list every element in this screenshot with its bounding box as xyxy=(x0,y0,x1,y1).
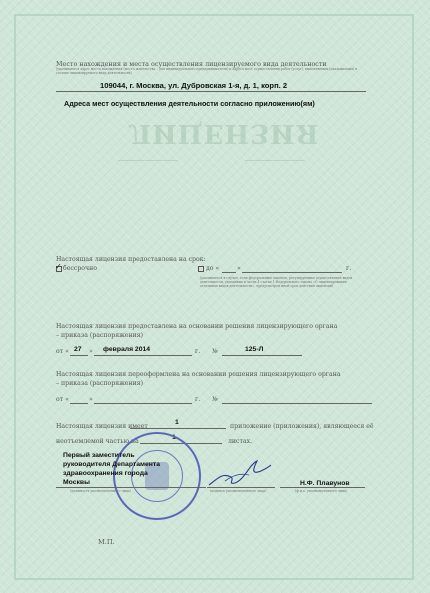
basis-day-line xyxy=(70,355,88,356)
signatory-line-4: Москвы xyxy=(63,479,90,486)
basis-label-1: Настоящая лицензия предоставлена на основании решения лицензирующего органа xyxy=(56,323,338,330)
appendix-count-line xyxy=(130,428,226,429)
basis-day: 27 xyxy=(74,346,82,353)
address-heading-note: (указываются адрес места нахождения (место жительства – для индивидуального предпринимателя) и адреса мест осуществления работ (услуг), выполняемых (оказываемых) в составе лицензируемого вида деятельности) xyxy=(56,67,358,75)
term-date-line xyxy=(242,272,342,273)
basis-year-suffix: г. xyxy=(195,348,201,355)
basis-from: от « xyxy=(56,348,69,355)
appendix-count: 1 xyxy=(175,419,179,426)
watermark-title: ЛИЦЕНЗИЯ xyxy=(128,118,320,148)
address-value: 109044, г. Москва, ул. Дубровская 1-я, д. 1, корп. 2 xyxy=(100,81,288,90)
signature-note: (подпись уполномоченного лица) xyxy=(210,489,267,493)
basis-number-line xyxy=(222,355,302,356)
term-day-line xyxy=(222,272,236,273)
reissue-label-1: Настоящая лицензия переоформлена на основании решения лицензирующего органа xyxy=(56,371,341,378)
position-line xyxy=(56,487,206,488)
reissue-number-label: № xyxy=(212,396,218,403)
reissue-from: от « xyxy=(56,396,69,403)
address-heading: Место нахождения и места осуществления лицензируемого вида деятельности xyxy=(56,60,327,68)
name-line xyxy=(280,487,365,488)
watermark-line-2 xyxy=(245,160,305,161)
appendix-is-integral: приложение (приложения), являющееся её xyxy=(230,423,374,430)
name-note: (ф.и.о. уполномоченного лица) xyxy=(295,489,348,493)
address-appendix: Адреса мест осуществления деятельности согласно приложению(ям) xyxy=(64,99,315,108)
term-label: Настоящая лицензия предоставлена на срок: xyxy=(56,256,206,263)
signatory-line-1: Первый заместитель xyxy=(63,452,135,459)
reissue-year-suffix: г. xyxy=(195,396,201,403)
signatory-line-2: руководителя Департамента xyxy=(63,461,161,468)
unlimited-checkmark: ✓ xyxy=(55,262,62,271)
signatory-line-3: здравоохранения города xyxy=(63,470,148,477)
basis-label-2: – приказа (распоряжения) xyxy=(56,332,144,339)
basis-month-year: февраля 2014 xyxy=(103,346,151,353)
term-until: до « xyxy=(206,265,220,272)
reissue-day-line xyxy=(70,403,88,404)
basis-date-line xyxy=(94,355,192,356)
term-note: (указывается в случае, если федеральным законом, регулирующим осуществление видов деятельности, указанных в части 4 статьи 1 Федерального закона «О лицензировании отдельных видов деятельности», предусмотрен иной срок действия лицензии) xyxy=(200,276,353,288)
appendix-sheets: 1 xyxy=(172,434,176,441)
basis-number-label: № xyxy=(212,348,218,355)
signatory-name: Н.Ф. Плавунов xyxy=(300,480,350,487)
term-year-suffix: г. xyxy=(346,265,352,272)
position-note: (должность уполномоченного лица) xyxy=(70,489,131,493)
basis-close: » xyxy=(89,348,93,355)
until-checkbox xyxy=(198,266,204,272)
address-underline xyxy=(56,91,366,92)
reissue-label-2: – приказа (распоряжения) xyxy=(56,380,144,387)
reissue-close: » xyxy=(89,396,93,403)
handwritten-signature xyxy=(205,455,275,491)
watermark-line-1 xyxy=(118,160,178,161)
term-unlimited: бессрочно xyxy=(63,265,97,272)
reissue-date-line xyxy=(94,403,192,404)
basis-number: 125-Л xyxy=(245,346,264,353)
appendix-has-label: Настоящая лицензия имеет xyxy=(56,423,148,430)
appendix-sheets-label: листах. xyxy=(228,438,253,445)
seal-label: М.П. xyxy=(98,538,115,546)
term-until-close: » xyxy=(237,265,241,272)
appendix-integral-label: неотъемлемой частью на xyxy=(56,438,139,445)
reissue-number-line xyxy=(222,403,372,404)
